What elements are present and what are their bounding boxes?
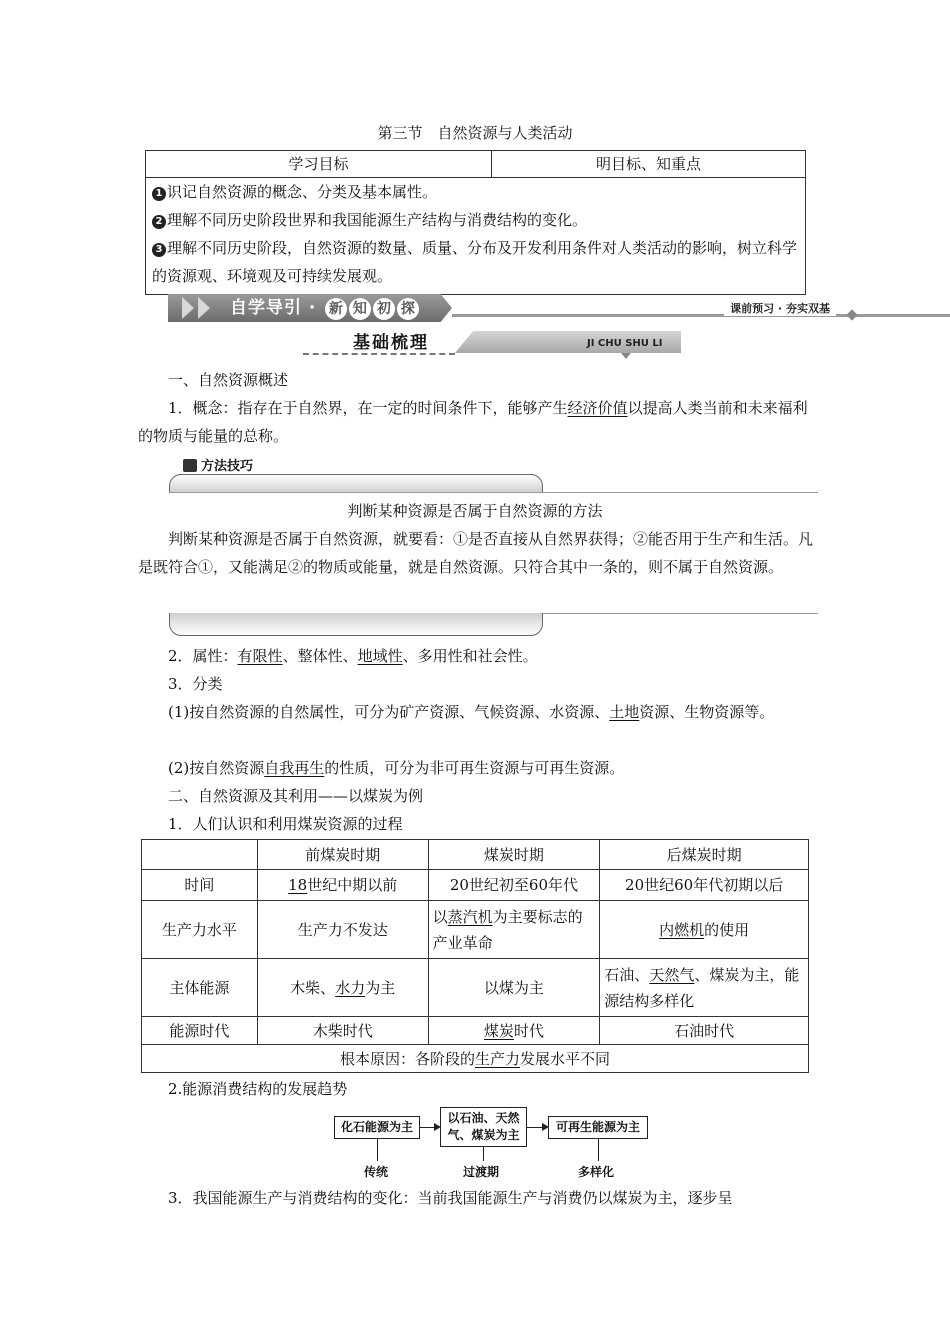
section-banner [168, 292, 858, 326]
basic-review-title: 基础梳理 [353, 333, 429, 353]
attributes-paragraph [138, 642, 818, 670]
text: 的使用 [704, 920, 750, 939]
method-box-bottom [169, 613, 543, 636]
classification-2 [138, 754, 818, 782]
table-cell [428, 901, 600, 959]
chevron-right-icon [198, 297, 210, 319]
underlined-term: 煤炭 [483, 1021, 514, 1040]
label-diversified: 多样化 [578, 1165, 615, 1179]
table-cell [257, 870, 428, 901]
concept-paragraph [138, 394, 818, 450]
text: (2)按自然资源 [168, 759, 265, 777]
text: 发展水平不同 [520, 1049, 611, 1068]
text: 以提高人类当前和未来福利的物质与能量的总称。 [138, 399, 808, 445]
text: (1)按自然资源的自然属性，可分为矿产资源、气候资源、水资源、 [168, 703, 610, 721]
coal-history-table [141, 839, 809, 1073]
text: 的性质，可分为非可再生资源与可再生资源。 [324, 759, 625, 777]
text: 、整体性、 [282, 647, 358, 665]
china-energy-paragraph: 3．我国能源生产与消费结构的变化：当前我国能源生产与消费仍以煤炭为主，逐步呈 [168, 1189, 733, 1207]
underlined-term: 水力 [335, 978, 366, 997]
objective-item [152, 206, 799, 234]
number-1-icon: 1 [152, 187, 166, 201]
flow-box-fossil: 化石能源为主 [334, 1116, 420, 1139]
underlined-term: 土地 [609, 703, 640, 721]
method-box-top [169, 474, 543, 493]
table-cell: 20世纪60年代初期以后 [600, 870, 809, 901]
underlined-term: 自我再生 [264, 759, 325, 777]
objective-text: 理解不同历史阶段，自然资源的数量、质量、分布及开发利用条件对人类活动的影响，树立科学的资源观、环境观及可持续发展观。 [152, 239, 798, 285]
banner-title-main: 自学导引 [230, 298, 302, 318]
table-cell [600, 959, 809, 1017]
text: 资源、生物资源等。 [639, 703, 775, 721]
table-cell: 以煤为主 [428, 959, 600, 1017]
basic-review-pinyin: JI CHU SHU LI [587, 338, 663, 349]
basic-review-header [303, 331, 681, 355]
table-cell: 20世纪初至60年代 [428, 870, 600, 901]
table-row [142, 901, 809, 959]
objectives-header-goal: 学习目标 [146, 151, 492, 177]
table-row [142, 870, 809, 901]
underlined-term: 内燃机 [659, 920, 705, 939]
heading-section-2: 二、自然资源及其利用——以煤炭为例 [168, 787, 424, 805]
flow-box-oil-gas-coal: 以石油、天然气、煤炭为主 [440, 1107, 527, 1147]
text: 为主要标志的产业革命 [432, 907, 583, 952]
banner-char: 初 [373, 298, 395, 320]
objectives-table [145, 150, 806, 295]
text: 为主 [365, 978, 396, 997]
table-row [142, 840, 809, 870]
classification-1 [138, 698, 818, 726]
text: 2．属性： [168, 647, 238, 665]
text: 、煤炭为主，能源结构多样化 [604, 965, 800, 1010]
row-label: 时间 [142, 870, 258, 901]
thumbs-up-icon [183, 459, 197, 472]
connector-line [377, 1139, 378, 1161]
divider [169, 492, 818, 493]
banner-subtitle: 课前预习 · 夯实双基 [724, 300, 836, 316]
table-cell [600, 901, 809, 959]
text: 时代 [513, 1021, 544, 1040]
text: 以 [432, 907, 448, 926]
row-label: 主体能源 [142, 959, 258, 1017]
row-label: 能源时代 [142, 1017, 258, 1045]
arrow-right-icon [527, 1127, 547, 1128]
root-cause-cell [142, 1045, 809, 1073]
table-cell: 木柴时代 [257, 1017, 428, 1045]
text: 石油、 [604, 965, 650, 984]
underlined-term: 18 [288, 876, 308, 894]
classification-heading: 3．分类 [168, 675, 223, 693]
table-cell: 生产力不发达 [257, 901, 428, 959]
method-label-text: 方法技巧 [201, 459, 254, 474]
table-header: 煤炭时期 [428, 840, 600, 870]
subheading-coal-process: 1．人们认识和利用煤炭资源的过程 [168, 815, 403, 833]
text: 、多用性和社会性。 [402, 647, 538, 665]
objective-item [152, 234, 799, 290]
trend-heading: 2.能源消费结构的发展趋势 [168, 1080, 348, 1098]
label-transition: 过渡期 [463, 1165, 500, 1179]
section-title: 第三节 自然资源与人类活动 [377, 124, 573, 142]
text: 根本原因：各阶段的 [339, 1049, 475, 1068]
method-title: 判断某种资源是否属于自然资源的方法 [347, 502, 603, 520]
table-cell-empty [142, 840, 258, 870]
underlined-term: 经济价值 [567, 399, 628, 417]
method-label [183, 455, 253, 474]
underlined-term: 蒸汽机 [447, 907, 493, 926]
text: 世纪中期以前 [307, 876, 398, 894]
objective-text: 识记自然资源的概念、分类及基本属性。 [167, 183, 438, 201]
row-label: 生产力水平 [142, 901, 258, 959]
label-traditional: 传统 [364, 1165, 389, 1179]
connector-line [598, 1139, 599, 1161]
underlined-term: 生产力 [474, 1049, 520, 1068]
table-cell [428, 1017, 600, 1045]
triangle-down-icon [621, 353, 631, 359]
underlined-term: 有限性 [237, 647, 283, 665]
objective-item [152, 178, 799, 206]
table-cell [257, 959, 428, 1017]
objectives-header-focus: 明目标、知重点 [595, 155, 701, 173]
text: 木柴、 [290, 978, 336, 997]
diamond-icon [846, 309, 857, 320]
method-body: 判断某种资源是否属于自然资源，就要看：①是否直接从自然界获得；②能否用于生产和生活。凡是既符合①，又能满足②的物质或能量，就是自然资源。只符合其中一条的，则不属于自然资源。 [138, 530, 814, 576]
banner-line [452, 314, 950, 317]
flow-box-renewable: 可再生能源为主 [548, 1116, 648, 1139]
heading-section-1: 一、自然资源概述 [168, 371, 289, 389]
connector-line [483, 1147, 484, 1161]
chevron-right-icon [182, 297, 194, 319]
underlined-term: 天然气 [649, 965, 695, 984]
objective-text: 理解不同历史阶段世界和我国能源生产结构与消费结构的变化。 [167, 211, 588, 229]
number-3-icon: 3 [152, 243, 166, 257]
text: 1．概念：指存在于自然界，在一定的时间条件下，能够产生 [168, 399, 568, 417]
table-row [142, 1045, 809, 1073]
banner-title [230, 296, 419, 320]
arrow-right-icon [420, 1127, 439, 1128]
table-row [142, 1017, 809, 1045]
table-header: 前煤炭时期 [257, 840, 428, 870]
underlined-term: 地域性 [357, 647, 403, 665]
banner-char: 知 [349, 298, 371, 320]
table-cell: 石油时代 [600, 1017, 809, 1045]
banner-dot: · [308, 298, 317, 318]
table-header: 后煤炭时期 [600, 840, 809, 870]
banner-char: 探 [397, 298, 419, 320]
table-row [142, 959, 809, 1017]
banner-char: 新 [325, 298, 347, 320]
number-2-icon: 2 [152, 215, 166, 229]
